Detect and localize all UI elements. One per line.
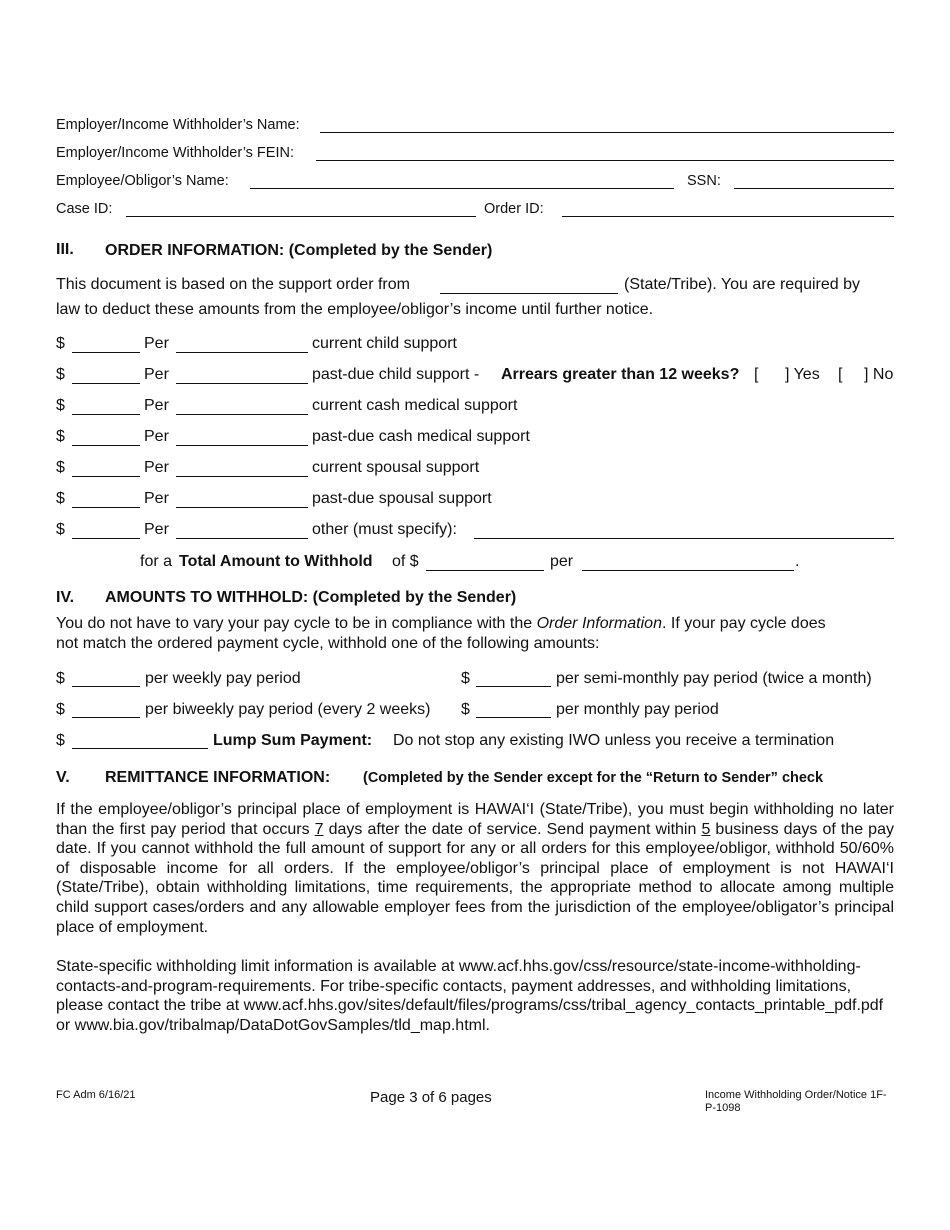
dollar-sign: $ (461, 701, 470, 718)
current-cash-medical-label: current cash medical support (312, 397, 518, 414)
past-due-cash-medical-label: past-due cash medical support (312, 428, 530, 445)
withhold-intro-italic: Order Information (536, 615, 662, 632)
per-label: Per (144, 459, 169, 476)
arrears-question: Arrears greater than 12 weeks? (501, 366, 740, 383)
employee-name-label: Employee/Obligor’s Name: (56, 173, 229, 189)
monthly-label: per monthly pay period (556, 701, 719, 718)
current-child-support-period[interactable] (176, 352, 308, 353)
form-code: FC Adm 6/16/21 (56, 1089, 136, 1101)
employer-name-field[interactable] (320, 132, 894, 133)
past-due-spousal-label: past-due spousal support (312, 490, 492, 507)
withhold-intro-text (56, 614, 894, 653)
past-due-spousal-period[interactable] (176, 507, 308, 508)
current-child-support-label: current child support (312, 335, 457, 352)
past-due-child-support-label: past-due child support - (312, 366, 480, 383)
state-tribe-field[interactable] (440, 293, 618, 294)
section-5-subtitle: (Completed by the Sender except for the “Return to Sender” check (363, 770, 824, 786)
employer-name-label: Employer/Income Withholder’s Name: (56, 117, 300, 133)
ssn-label: SSN: (687, 173, 721, 189)
arrears-yes-bracket[interactable]: [ (754, 366, 759, 383)
dollar-sign: $ (56, 490, 65, 507)
past-due-child-support-period[interactable] (176, 383, 308, 384)
order-intro-text-a: This document is based on the support order from (56, 276, 410, 293)
current-spousal-period[interactable] (176, 476, 308, 477)
dollar-sign: $ (56, 397, 65, 414)
biweekly-amount-field[interactable] (72, 717, 140, 718)
other-specify-field[interactable] (474, 538, 894, 539)
state-limit-text: State-specific withholding limit information is available at www.acf.hhs.gov/css/resource/state-income-withholding-contacts-and-program-requirements. For tribe-specific contacts, payment addresses, and withholding limitations, please contact the tribe at www.acf.hhs.gov/sites/default/files/programs/css/tribal_agency_contacts_printable_pdf.pdf or www.bia.gov/tribalmap/DataDotGovSamples/tld_map.html. (56, 958, 884, 1034)
dollar-sign: $ (56, 335, 65, 352)
remittance-text-b: days after the date of service. Send payment within (328, 820, 697, 838)
past-due-spousal-amount[interactable] (72, 507, 140, 508)
dollar-sign: $ (56, 459, 65, 476)
total-period-dot: . (795, 553, 800, 570)
section-3-numeral: III. (56, 241, 74, 258)
past-due-child-support-amount[interactable] (72, 383, 140, 384)
payment-days-value: 5 (701, 820, 711, 838)
past-due-cash-medical-amount[interactable] (72, 445, 140, 446)
total-amount-label: Total Amount to Withhold (179, 553, 373, 570)
dollar-sign: $ (56, 428, 65, 445)
past-due-cash-medical-period[interactable] (176, 445, 308, 446)
withhold-intro-a: You do not have to vary your pay cycle to be in compliance with the (56, 615, 533, 632)
monthly-amount-field[interactable] (476, 717, 551, 718)
dollar-sign: $ (56, 366, 65, 383)
semi-monthly-label: per semi-monthly pay period (twice a month) (556, 670, 872, 687)
per-label: Per (144, 397, 169, 414)
order-intro-text-c: law to deduct these amounts from the employee/obligor’s income until further notice. (56, 301, 654, 318)
other-period[interactable] (176, 538, 308, 539)
remittance-paragraph (56, 800, 894, 937)
current-spousal-label: current spousal support (312, 459, 480, 476)
order-id-field[interactable] (562, 216, 894, 217)
remittance-text-a: If the employee/obligor’s principal place of employment is HAWAI‘I (State/Tribe), you must begin withholding no later than the first pay period that occurs (56, 801, 894, 838)
section-5-title: REMITTANCE INFORMATION: (105, 769, 331, 786)
section-5-numeral: V. (56, 769, 70, 786)
employer-fein-label: Employer/Income Withholder’s FEIN: (56, 145, 294, 161)
per-label: Per (144, 335, 169, 352)
semi-monthly-amount-field[interactable] (476, 686, 551, 687)
arrears-no-label: ] No (864, 366, 894, 383)
dollar-sign: $ (56, 670, 65, 687)
form-title-line-1: Income Withholding Order/Notice 1F- (705, 1089, 887, 1101)
per-label: Per (144, 428, 169, 445)
order-intro-text-b: (State/Tribe). You are required by (624, 276, 860, 293)
total-period-field[interactable] (582, 570, 794, 571)
case-id-field[interactable] (126, 216, 476, 217)
withhold-intro-c: not match the ordered payment cycle, withhold one of the following amounts: (56, 634, 600, 652)
lump-sum-text: Do not stop any existing IWO unless you receive a termination (393, 732, 835, 749)
per-label: Per (144, 366, 169, 383)
dollar-sign: $ (461, 670, 470, 687)
arrears-no-bracket[interactable]: [ (838, 366, 843, 383)
lump-sum-amount-field[interactable] (72, 748, 208, 749)
total-per-label: per (550, 553, 574, 570)
remittance-text-c: business days of the pay date. If you cannot withhold the full amount of support for any or all orders for this employee/obligor, withhold 50/60% of disposable income for all orders. If the employee/obligor’s principal place of employment is not HAWAI‘I (State/Tribe), obtain withholding limitations, time requirements, the appropriate method to allocate among multiple child support cases/orders and any allowable employer fees from the jurisdiction of the employee/obligator’s principal place of employment. (56, 820, 894, 936)
total-for-a: for a (140, 553, 173, 570)
per-label: Per (144, 490, 169, 507)
other-label: other (must specify): (312, 521, 457, 538)
current-cash-medical-period[interactable] (176, 414, 308, 415)
lump-sum-label: Lump Sum Payment: (213, 732, 373, 749)
per-label: Per (144, 521, 169, 538)
section-3-title: ORDER INFORMATION: (Completed by the Sender) (105, 242, 493, 259)
state-limit-paragraph (56, 957, 894, 1035)
total-amount-field[interactable] (426, 570, 544, 571)
current-spousal-amount[interactable] (72, 476, 140, 477)
dollar-sign: $ (56, 701, 65, 718)
arrears-yes-label: ] Yes (785, 366, 820, 383)
start-days-value: 7 (314, 820, 324, 838)
current-child-support-amount[interactable] (72, 352, 140, 353)
weekly-label: per weekly pay period (145, 670, 301, 687)
total-of-dollar: of $ (392, 553, 419, 570)
current-cash-medical-amount[interactable] (72, 414, 140, 415)
ssn-field[interactable] (734, 188, 894, 189)
employer-fein-field[interactable] (316, 160, 894, 161)
other-amount[interactable] (72, 538, 140, 539)
biweekly-label: per biweekly pay period (every 2 weeks) (145, 701, 431, 718)
dollar-sign: $ (56, 732, 65, 749)
withhold-intro-b: . If your pay cycle does (661, 615, 826, 632)
order-id-label: Order ID: (484, 201, 544, 217)
dollar-sign: $ (56, 521, 65, 538)
employee-name-field[interactable] (250, 188, 674, 189)
section-4-title: AMOUNTS TO WITHHOLD: (Completed by the Sender) (105, 589, 517, 606)
page-number: Page 3 of 6 pages (370, 1089, 492, 1106)
case-id-label: Case ID: (56, 201, 113, 217)
weekly-amount-field[interactable] (72, 686, 140, 687)
section-4-numeral: IV. (56, 589, 75, 606)
form-title-line-2: P-1098 (705, 1102, 741, 1114)
